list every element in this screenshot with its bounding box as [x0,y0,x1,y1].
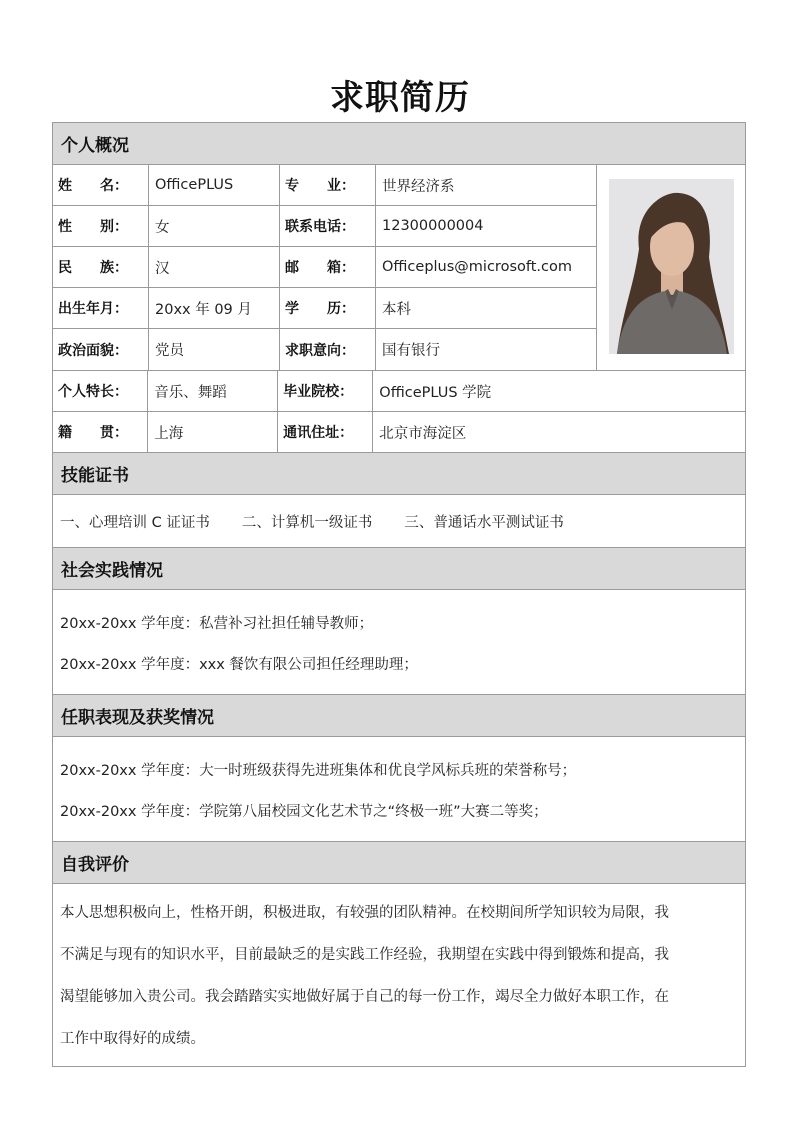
evaluation-line: 渴望能够加入贵公司。我会踏踏实实地做好属于自己的每一份工作，竭尽全力做好本职工作，在 [60,988,669,1005]
profile-info [53,165,745,371]
skill-item: 二、计算机一级证书 [241,514,373,531]
evaluation-line: 不满足与现有的知识水平，目前最缺乏的是实践工作经验，我期望在实践中得到锻炼和提高，我 [60,946,669,963]
page-title: 求职简历 [330,78,470,118]
politics-value: 党员 [149,329,280,370]
profile-row [53,206,596,247]
name-value: OfficePLUS [149,165,280,205]
talent-value: 音乐、舞蹈 [148,371,278,411]
section-practice-header: 社会实践情况 [53,548,745,590]
school-value: OfficePLUS 学院 [379,384,492,401]
profile-photo [609,179,734,354]
phone-value: 12300000004 [382,218,484,234]
profile-row [53,371,745,412]
profile-row [53,329,596,370]
gender-label: 性 别： [53,206,149,246]
gender-value: 女 [149,206,280,246]
intention-label: 求职意向： [280,329,376,370]
section-evaluation-header: 自我评价 [53,842,745,884]
address-value: 北京市海淀区 [379,425,467,442]
intention-value: 国有银行 [382,343,440,359]
section-skills-header: 技能证书 [53,453,745,495]
resume-table [52,122,746,1067]
evaluation-line: 本人思想积极向上，性格开朗，积极进取，有较强的团队精神。在校期间所学知识较为局限，我 [60,904,669,921]
skills-list [53,495,745,548]
birth-value: 20xx 年 09 月 [149,288,280,328]
awards-list [53,737,745,842]
evaluation-text [53,884,745,1066]
practice-list [53,590,745,695]
birth-label: 出生年月： [53,288,149,328]
address-label: 通讯住址： [278,412,373,452]
profile-row [53,247,596,288]
name-label: 姓 名： [53,165,149,205]
section-profile-header: 个人概况 [53,123,745,165]
ethnicity-label: 民 族： [53,247,149,287]
hometown-label: 籍 贯： [53,412,148,452]
skill-item: 三、普通话水平测试证书 [404,514,564,531]
profile-row [53,412,745,453]
school-label: 毕业院校： [278,371,373,411]
phone-label: 联系电话： [280,206,376,246]
email-label: 邮 箱： [280,247,376,287]
photo-cell [596,165,745,370]
ethnicity-value: 汉 [149,247,280,287]
evaluation-line: 工作中取得好的成绩。 [60,1030,205,1047]
profile-lower [53,371,745,453]
education-value: 本科 [382,301,411,318]
education-label: 学 历： [280,288,376,328]
politics-label: 政治面貌： [53,329,149,370]
profile-row [53,165,596,206]
major-label: 专 业： [280,165,376,205]
profile-row [53,288,596,329]
award-item: 20xx-20xx 学年度：大一时班级获得先进班集体和优良学风标兵班的荣誉称号； [60,763,577,779]
section-awards-header: 任职表现及获奖情况 [53,695,745,737]
email-value: Officeplus@microsoft.com [382,259,572,275]
skill-item: 一、心理培训 C 证证书 [60,514,210,531]
profile-grid [53,165,596,370]
practice-item: 20xx-20xx 学年度：xxx 餐饮有限公司担任经理助理； [60,657,418,673]
major-value: 世界经济系 [382,178,455,195]
award-item: 20xx-20xx 学年度：学院第八届校园文化艺术节之“终极一班”大赛二等奖； [60,804,548,820]
hometown-value: 上海 [148,412,278,452]
practice-item: 20xx-20xx 学年度：私营补习社担任辅导教师； [60,616,374,632]
talent-label: 个人特长： [53,371,148,411]
